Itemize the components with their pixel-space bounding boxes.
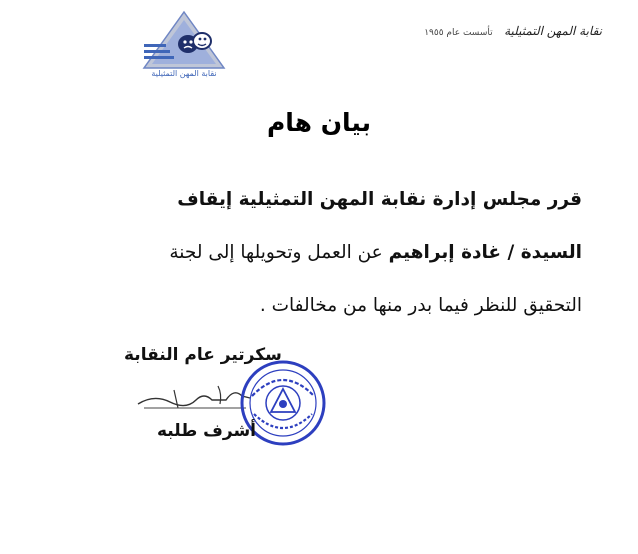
line2-rest: عن العمل وتحويلها إلى لجنة [169, 242, 389, 263]
logo-caption: نقابة المهن التمثيلية [151, 69, 217, 78]
statement-line-3: التحقيق للنظر فيما بدر منها من مخالفات . [259, 295, 582, 316]
line2-prefix: السيدة / [501, 242, 582, 263]
suspended-person-name: غادة إبراهيم [388, 242, 502, 263]
union-logo [140, 10, 228, 80]
union-logo-graphic [140, 10, 228, 80]
statement-title: بيان هام [266, 108, 372, 137]
signatory-title: سكرتير عام النقابة [124, 345, 282, 365]
org-name: نقابة المهن التمثيلية [504, 24, 602, 38]
handwritten-signature [134, 378, 254, 418]
statement-line-1: قرر مجلس إدارة نقابة المهن التمثيلية إيقاف [177, 189, 582, 210]
signatory-name: أشرف طلبه [157, 421, 256, 441]
statement-line-2 [112, 240, 582, 266]
founded-date: تأسست عام ١٩٥٥ [424, 28, 493, 38]
org-header [424, 24, 602, 38]
